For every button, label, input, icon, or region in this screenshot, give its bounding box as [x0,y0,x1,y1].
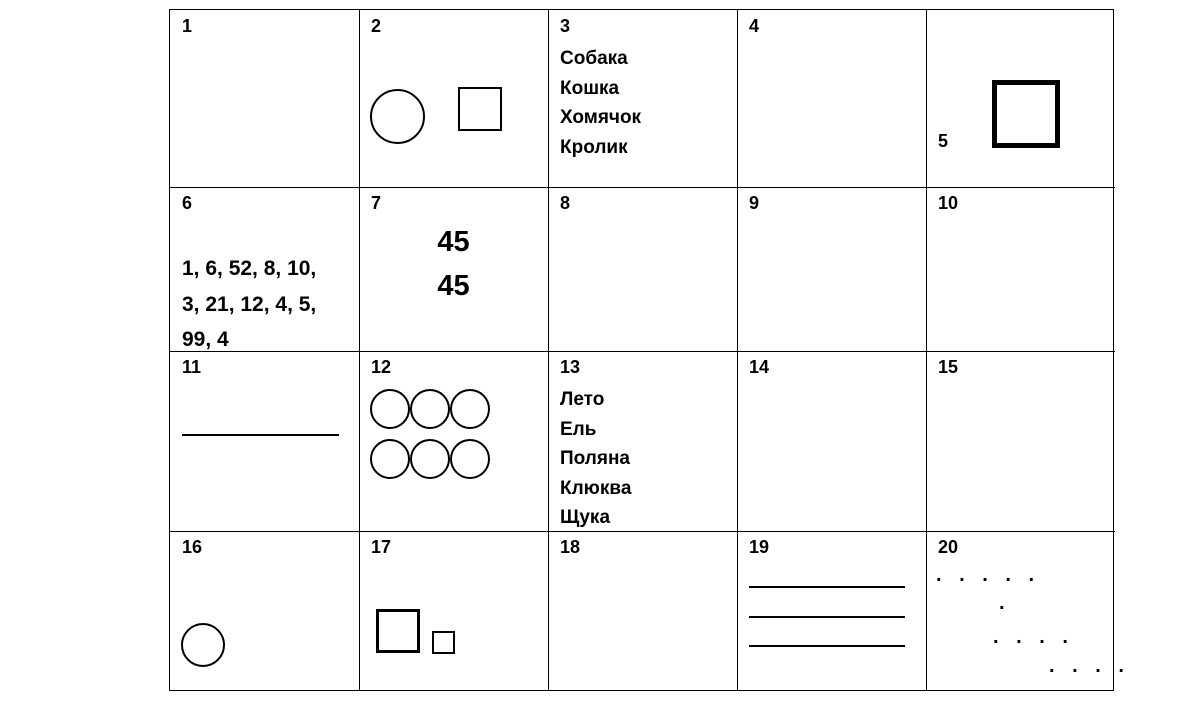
cell-1 [170,10,360,188]
cell-11 [170,351,360,532]
word-list [560,44,641,162]
cell-number: 13 [560,357,581,377]
cell-6 [170,187,360,352]
sequence-line: 99, 4 [182,328,229,351]
circle-icon [181,623,225,667]
cell-16 [170,531,360,690]
cell-4 [737,10,927,188]
dot-row: . . . . [1049,655,1130,677]
circle-icon [410,389,450,429]
word: Кошка [560,77,620,99]
dot-row: . [999,592,1011,614]
cell-number: 19 [749,537,770,557]
value-top: 45 [437,226,470,258]
cell-number: 4 [749,16,760,36]
cell-number: 1 [182,16,193,36]
cell-number: 12 [371,357,392,377]
cell-14 [737,351,927,532]
task-grid [169,9,1130,691]
dot-row: . . . . . [936,564,1041,586]
cell-number: 16 [182,537,203,557]
cell-10 [926,187,1115,352]
cell-9 [737,187,927,352]
cell-15 [926,351,1115,532]
word: Собака [560,48,628,69]
answer-line [749,645,905,647]
cell-number: 17 [371,537,392,557]
circle-icon [410,439,450,479]
circle-icon [370,89,425,144]
cell-20 [926,531,1130,690]
answer-line [182,434,339,436]
cell-number: 7 [371,193,382,213]
cell-13 [548,351,738,532]
number-sequence [182,251,352,358]
circle-icon [370,389,410,429]
large-square-icon [376,609,420,653]
bold-square-icon [992,80,1060,148]
square-icon [458,87,502,131]
cell-12 [359,351,549,532]
word: Лето [560,389,605,410]
cell-5 [926,10,1115,188]
cell-number: 11 [182,357,202,377]
cell-number: 2 [371,16,382,36]
word: Кролик [560,136,628,158]
small-square-icon [432,631,455,654]
circle-icon [450,389,490,429]
cell-number: 20 [938,537,959,557]
cell-2 [359,10,549,188]
cell-number: 9 [749,193,760,213]
word: Ель [560,418,597,440]
word: Хомячок [560,107,642,129]
sequence-line: 1, 6, 52, 8, 10, [182,257,317,280]
cell-number: 15 [938,357,959,377]
cell-number: 18 [560,537,581,557]
cell-8 [548,187,738,352]
word: Клюква [560,477,632,499]
cell-19 [737,531,927,690]
word-list [560,385,631,533]
cell-number: 5 [938,131,949,151]
word: Щука [560,507,611,529]
answer-line [749,616,905,618]
cell-7 [359,187,549,352]
sequence-line: 3, 21, 12, 4, 5, [182,292,317,316]
circle-icon [370,439,410,479]
cell-number: 3 [560,16,571,36]
cell-number: 10 [938,193,959,213]
cell-number: 8 [560,193,571,213]
dot-row: . . . . [993,626,1074,648]
cell-number: 6 [182,193,193,213]
word: Поляна [560,448,630,470]
cell-number: 14 [749,357,770,377]
cell-3 [548,10,738,188]
cell-17 [359,531,549,690]
answer-line [749,586,905,588]
value-bottom: 45 [437,270,470,302]
circle-icon [450,439,490,479]
cell-18 [548,531,738,690]
